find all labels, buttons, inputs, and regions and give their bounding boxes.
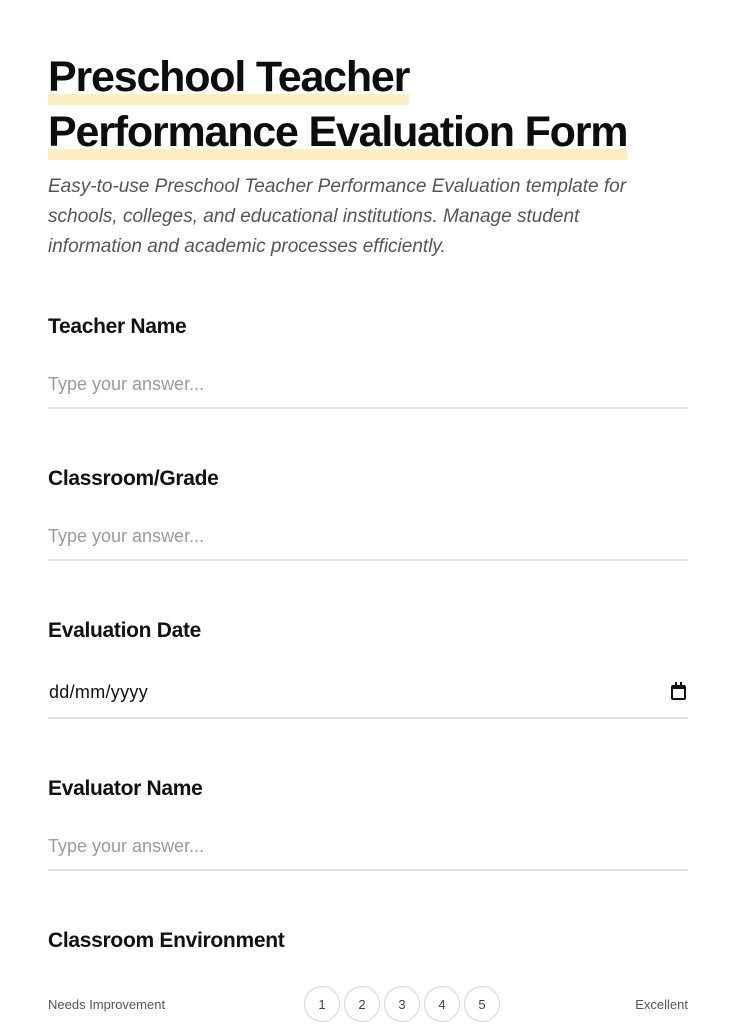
classroom-grade-input[interactable] (48, 526, 688, 561)
classroom-grade-label: Classroom/Grade (48, 467, 219, 490)
teacher-name-field (48, 314, 688, 409)
form-title-line-1: Preschool Teacher (48, 50, 409, 105)
teacher-name-label: Teacher Name (48, 315, 187, 338)
teacher-name-input[interactable] (48, 374, 688, 409)
rating-high-label: Excellent (635, 997, 688, 1012)
form-title-line-2: Performance Evaluation Form (48, 105, 627, 160)
classroom-grade-field (48, 466, 688, 561)
form-title (48, 50, 688, 160)
evaluation-date-value: dd/mm/yyyy (49, 682, 149, 702)
evaluator-name-field (48, 776, 688, 871)
evaluation-date-label: Evaluation Date (48, 619, 202, 642)
rating-scale (304, 986, 500, 1022)
rating-option-3[interactable]: 3 (384, 986, 420, 1022)
rating-option-5[interactable]: 5 (464, 986, 500, 1022)
rating-low-label: Needs Improvement (48, 997, 166, 1012)
rating-option-4[interactable]: 4 (424, 986, 460, 1022)
evaluator-name-input[interactable] (48, 836, 688, 871)
classroom-environment-rating (48, 986, 688, 1022)
form-description: Easy-to-use Preschool Teacher Performance Evaluation template for schools, colleges, and educational institutions. Manage student information and academic processes efficiently. (48, 176, 627, 257)
evaluator-name-label: Evaluator Name (48, 777, 203, 800)
rating-option-1[interactable]: 1 (304, 986, 340, 1022)
rating-option-2[interactable]: 2 (344, 986, 380, 1022)
classroom-environment-field (48, 928, 688, 1022)
evaluation-date-input[interactable] (48, 682, 688, 719)
calendar-icon[interactable] (671, 685, 686, 700)
classroom-environment-label: Classroom Environment (48, 929, 285, 952)
evaluation-date-field (48, 618, 688, 719)
